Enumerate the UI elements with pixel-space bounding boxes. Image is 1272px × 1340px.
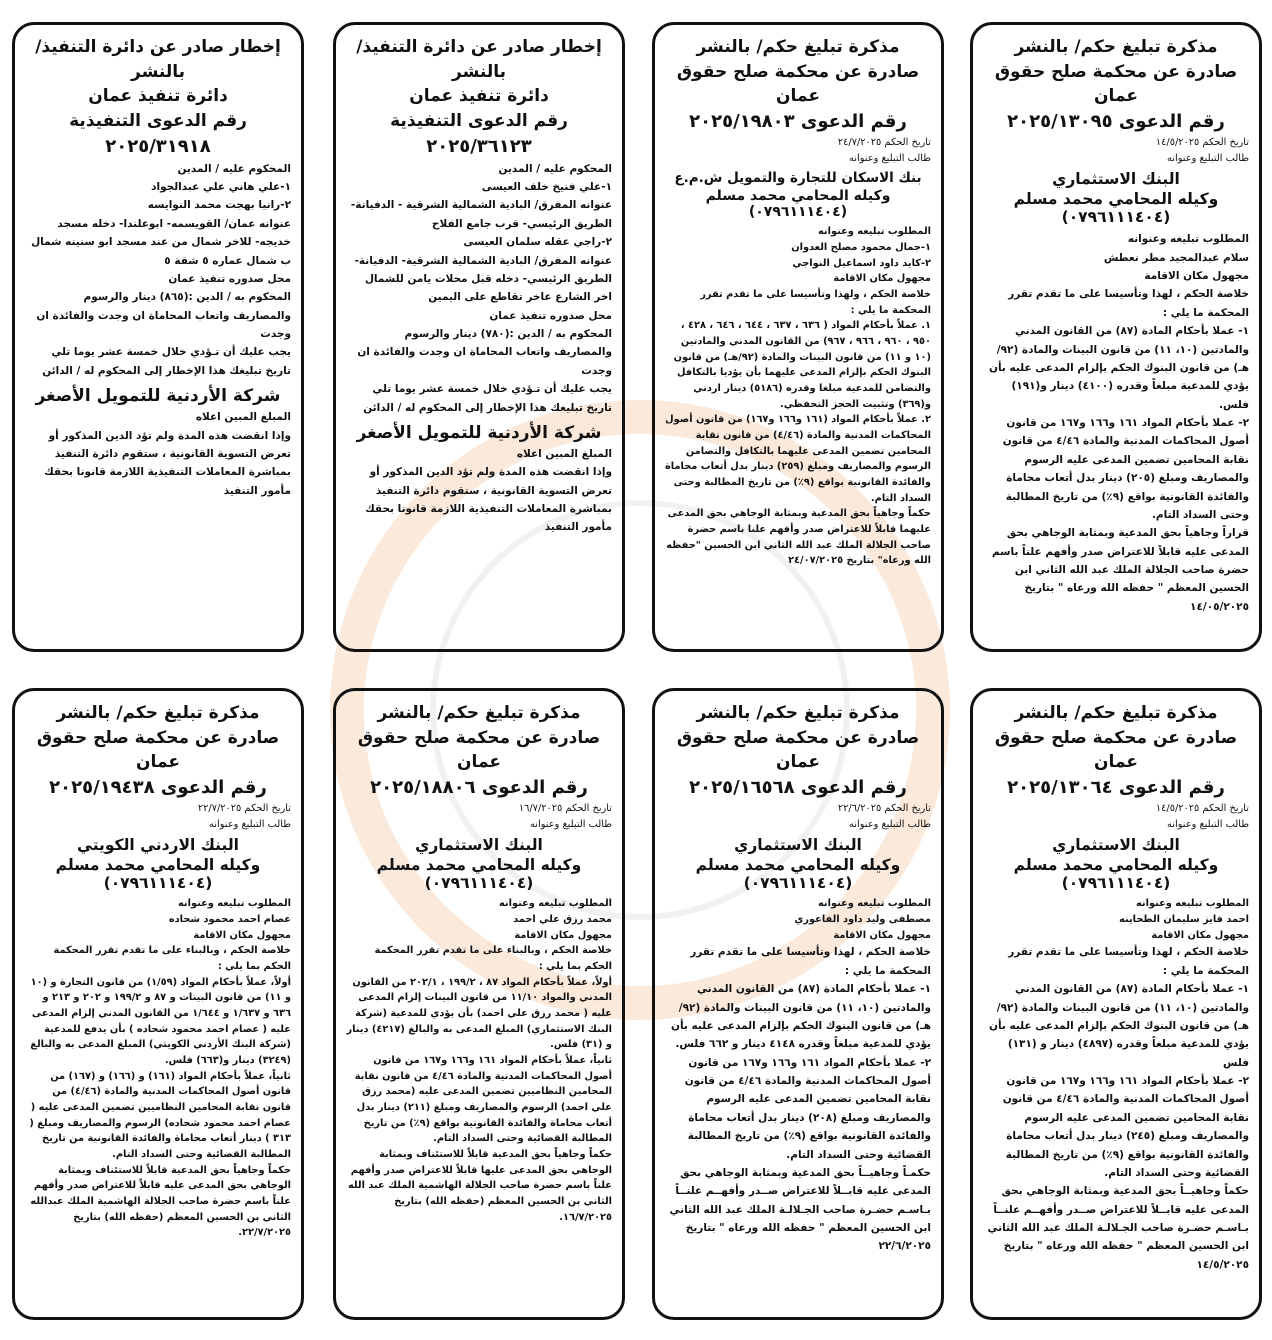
debtor-2-address: عنوانه المفرق/ البادية الشمالية الشرقية- الدفيانة- الطريق الرئيسي- دخله قبل محلات يامن للشمال اخر الشارع عاخر تقاطع على اليمين xyxy=(354,254,612,304)
stated-amount: المبلغ المبين اعلاه xyxy=(516,447,612,460)
verdict-item-2: ثانياً، عملاً بأحكام المواد (١٦١) و (١٦٦) و (١٦٧) من قانون أصول المحاكمات المدنية والمادة (٤/٤٦) من قانون نقابة المحامين النظاميين تضمين المدعى عليه ( عصام احمد محمود شحاده) الرسوم والمصاريف ومبلغ ( ٣١٣ ) دينار أتعاب محاماة والفائدة القانونية من تاريخ المطالبة القضائية وحتى السداد التام. xyxy=(29,1070,291,1161)
payment-duty: يجب عليك أن تـؤدي خلال خمسة عشر يوما تلي تاريخ تبليغك هذا الإخطار إلى المحكوم له / الدائن xyxy=(42,346,291,377)
debtor-1: ١-علي هاني علي عبدالجواد xyxy=(151,181,291,194)
verdict-text: حكماً وجاهيــاً بحق المدعية وبمثابة الوجاهي بحق المدعى عليه قابــلاً للاعتراض صــدر وأفهــم علنــاً بـاسـم حضـرة صاحب الجـلالـة الملك عبد الله الثاني ابن الحسين المعظم " حفظه الله ورعاه " بتاريخ ١٤/٥/٢٠٢٥ xyxy=(987,1185,1249,1271)
card-title: مذكرة تبليغ حكم/ بالنشر xyxy=(56,703,260,723)
notice-card-16568 xyxy=(652,688,944,1320)
party-name: احمد فايز سليمان الطحاينه xyxy=(1119,914,1249,926)
lawyer-name: وكيله المحامي محمد مسلم (٠٧٩٦١١١٤٠٤) xyxy=(1013,190,1219,227)
debtor-1: ١-علي فنيخ خلف العيسى xyxy=(481,181,612,194)
notice-card-13095 xyxy=(970,22,1262,652)
verdict-date: تاريخ الحكم ١٤/٥/٢٠٢٥ xyxy=(1155,137,1249,149)
judgment-amount: المحكوم به / الدين :(٧٨٠) دينار والرسوم والمصاريف واتعاب المحاماة ان وجدت والفائدة ان وجدت xyxy=(357,328,612,377)
card-title: مذكرة تبليغ حكم/ بالنشر xyxy=(1014,37,1218,57)
lawyer-name: وكيله المحامي محمد مسلم (٠٧٩٦١١١٤٠٤) xyxy=(1013,856,1219,893)
verdict-summary: خلاصة الحكم ، لهذا وتأسيسا على ما تقدم تقرر المحكمة ما يلي : xyxy=(1008,946,1249,977)
plaintiff-bank: بنك الاسكان للتجارة والتمويل ش.م.ع xyxy=(674,170,922,187)
issue-place: محل صدوره تنفيذ عمان xyxy=(489,309,612,322)
verdict-item-2: ٢- عملا بأحكام المواد ١٦١ و١٦٦ و١٦٧ من قانون أصول المحاكمات المدنية والمادة ٤/٤٦ من قانون نقابة المحامين تضمين المدعى عليه الرسوم والمصاريف ومبلغ (٢٠٥) دينار بدل أتعاب محاماة والفائدة القانونية بواقع (٩٪) من تاريخ المطالبة وحتى السداد التام. xyxy=(1002,417,1249,521)
requester-label: طالب التبليغ وعنوانه xyxy=(1167,818,1249,830)
party-name: عصام احمد محمود شحاده xyxy=(168,914,291,926)
debtor-2: ٢-رانيا بهجت محمد النوايسه xyxy=(147,199,291,212)
notice-card-13064 xyxy=(970,688,1262,1320)
requester-label: طالب التبليغ وعنوانه xyxy=(849,818,931,830)
debtor-address: عنوانه عمان/ القويسمه- ابوعلندا- دخله مسجد خديجه- للاخر شمال من عند مسجد ابو سنينه شمال ب شمال عماره ٥ شقة ٥ xyxy=(31,217,291,267)
payment-duty: يجب عليك أن تـؤدي خلال خمسة عشر يوما تلي تاريخ تبليغك هذا الإخطار إلى المحكوم له / الدائن xyxy=(363,383,612,414)
plaintiff-bank: البنك الاستثماري xyxy=(734,836,862,855)
court-name: صادرة عن محكمة صلح حقوق عمان xyxy=(994,61,1238,107)
creditor-company: شركة الأردنية للتمويل الأصغر xyxy=(356,422,602,443)
plaintiff-bank: البنك الاستثماري xyxy=(1052,170,1180,189)
party-label: المطلوب تبليغه وعنوانه xyxy=(1127,233,1249,246)
party-address: مجهول مكان الاقامة xyxy=(193,929,291,941)
verdict-item-1: ١- عملا بأحكام المادة (٨٧) من القانون المدني والمادتين (١٠، ١١) من قانون البينات والمادة (٩٢/هـ) من قانون البنوك الحكم بإلزام المدعى عليه بأن يؤدي للمدعية مبلغاً وقدره ٤١٤٨ دينار و ٦٦٢ فلس. xyxy=(671,983,931,1051)
execution-notice-36123 xyxy=(333,22,625,652)
court-name: صادرة عن محكمة صلح حقوق عمان xyxy=(676,61,920,107)
lawyer-name: وكيله المحامي محمد مسلم (٠٧٩٦١١١٤٠٤) xyxy=(55,856,261,893)
issue-place: محل صدوره تنفيذ عمان xyxy=(168,272,291,285)
verdict-item-1: أولاً، عملاً بأحكام المواد ٨٧ ، ١٩٩/٢ ، ٢٠٢/١ من القانون المدني والمواد ١١/١٠ من قانون البينات إلزام المدعى عليه ( محمد رزق علي احمد) بأن يؤدي للمدعية (شركة البنك الاستثماري) المبلغ المدعى به والبالغ (٤٢١٧) دينار و (٣١) فلس. xyxy=(346,976,612,1051)
warning-text: وإذا انقضت هذه المدة ولم تؤد الدين المذكور أو تعرض التسوية القانونية ، ستقوم دائرة التنفيذ بمباشرة المعاملات التنفيذية اللازمة قانونا بحقك xyxy=(44,429,291,479)
party-label: المطلوب تبليغه وعنوانه xyxy=(1135,898,1249,910)
party-address: مجهول مكان الاقامة xyxy=(833,273,931,285)
card-title: مذكرة تبليغ حكم/ بالنشر xyxy=(377,703,581,723)
verdict-text: حكماً وجاهياً بحق المدعية قابلاً للاستئناف وبمثابة الوجاهي بحق المدعى عليها قابلاً للاعتراض صدر وأفهم علناً باسم حضرة صاحب الجلالة الهاشمية الملك عبد الله الثاني بن الحسين المعظم (حفظه الله) بتاريخ ١٦/٧/٢٠٢٥. xyxy=(347,1149,612,1223)
requester-label: طالب التبليغ وعنوانه xyxy=(209,818,291,830)
case-label: رقم الدعوى التنفيذية xyxy=(390,110,568,131)
case-number: ٢٠٢٥/٣١٩١٨ xyxy=(105,135,211,157)
party-name: مصطفى وليد داود الفاعوري xyxy=(794,914,931,926)
verdict-text: قراراً وجاهياً بحق المدعية وبمثابة الوجاهي بحق المدعى عليه قابلاً للاعتراض صدر وأفهم علناً باسم حضرة صاحب الجلالة الملك عبد الله الثاني ابن الحسين المعظم " حفظه الله ورعاه " بتاريخ ١٤/٠٥/٢٠٢٥ xyxy=(991,527,1249,613)
case-number: رقم الدعوى ٢٠٢٥/١٦٥٦٨ xyxy=(689,776,907,798)
party-address: مجهول مكان الاقامة xyxy=(833,929,931,941)
party-address: مجهول مكان الاقامة xyxy=(514,929,612,941)
verdict-date: تاريخ الحكم ١٦/٧/٢٠٢٥ xyxy=(518,803,612,815)
debtor-2: ٢-راجي عقله سلمان العيسى xyxy=(463,236,612,249)
verdict-text: حكماً وجاهياً بحق المدعية قابلاً للاستئناف وبمثابة الوجاهي بحق المدعى عليه قابلاً للاعتراض صدر وأفهم علناً باسم حضرة صاحب الجلالة الهاشمية الملك عبدالله الثاني بن الحسين المعظم (حفظه الله) بتاريخ ٢٢/٧/٢٠٢٥. xyxy=(30,1164,291,1239)
requester-label: طالب التبليغ وعنوانه xyxy=(530,818,612,830)
party-address: مجهول مكان الاقامة xyxy=(1144,270,1249,283)
plaintiff-bank: البنك الاستثماري xyxy=(415,836,543,855)
verdict-item-2: ٢- عملا بأحكام المواد ١٦١ و١٦٦ و١٦٧ من قانون أصول المحاكمات المدنية والمادة ٤/٤٦ من قانون نقابة المحامين تضمين المدعى عليه الرسوم والمصاريف ومبلغ (٢٤٥) دينار بدل أتعاب محاماة والفائدة القانونية بواقع (٩٪) من تاريخ المطالبة القضائية وحتى السداد التام. xyxy=(1002,1075,1249,1179)
verdict-item-1: ١- عملا بأحكام المادة (٨٧) من القانون المدني والمادتين (١٠، ١١) من قانون البينات والمادة (٩٢/هـ) من قانون البنوك الحكم بإلزام المدعى عليه بأن يؤدي للمدعية مبلغاً وقدره (٤١٠٠) دينار و(١٩١) فلس. xyxy=(989,325,1249,411)
case-number: رقم الدعوى ٢٠٢٥/١٩٤٣٨ xyxy=(49,776,267,798)
debtor-1-address: عنوانه المفرق/ البادية الشمالية الشرقية - الدفيانة- الطريق الرئيسي- قرب جامع الفلاح xyxy=(350,199,612,230)
verdict-item-1: ١- عملا بأحكام المادة (٨٧) من القانون المدني والمادتين (١٠، ١١) من قانون البينات والمادة (٩٢/هـ) من قانون البنوك الحكم بإلزام المدعى عليه بأن يؤدي للمدعية مبلغاً وقدره (٤٨٩٧) دينار و (١٣١) فلس xyxy=(989,983,1249,1069)
debtor-label: المحكوم عليه / المدين xyxy=(177,162,291,175)
verdict-item-2: ثانياً، عملاً بأحكام المواد ١٦١ و١٦٦ و١٦٧ من قانون أصول المحاكمات المدنية والمادة ٤/٤٦ من قانون نقابة المحامين النظاميين تضمين المدعى عليه (محمد رزق علي احمد) الرسوم والمصاريف ومبلغ (٢١١) دينار بدل أتعاب محاماة والفائدة القانونية بواقع (٩٪) من تاريخ المطالبة القضائية وحتى السداد التام. xyxy=(354,1055,612,1145)
card-title: إخطار صادر عن دائرة التنفيذ/ بالنشر xyxy=(35,37,281,82)
verdict-item-1: أولاً، عملاً بأحكام المواد (١/٥٩) من قانون التجارة و (١٠ و ١١) من قانون البينات و ٨٧ و ١٩٩/٢ و ٢٠٢ و ٢١٣ و ٦٣٦ و ١/٦٣٧ و ١/٦٤٤ من القانون المدني إلزام المدعى عليه ( عصام احمد محمود شحاده ) بأن يدفع للمدعية (شركة البنك الأردني الكويتي) المبلغ المدعى به والبالغ (٣٢٤٩) دينار و(٦٦٣) فلس. xyxy=(30,976,291,1067)
verdict-text: حكمـاً وجاهيــاً بحق المدعية وبمثابة الوجاهي بحق المدعى عليه قابــلاً للاعتراض صــدر وأفهــم علنــاً بـاسـم حضـرة صاحب الجـلالـة الملك عبد الله الثاني ابن الحسين المعظم " حفظه الله ورعاه " بتاريخ ٢٢/٦/٢٠٢٥ xyxy=(669,1166,931,1253)
stated-amount: المبلغ المبين اعلاه xyxy=(195,411,291,424)
verdict-text: حكماً وجاهياً بحق المدعية وبمثابة الوجاهي بحق المدعى عليهما قابلاً للاعتراض صدر وأفهم علنا باسم حضرة صاحب الجلالة الملك عبد الله الثاني ابن الحسين "حفظه الله ورعاه" بتاريخ ٢٤/٠٧/٢٠٢٥ xyxy=(666,508,931,567)
department-name: دائرة تنفيذ عمان xyxy=(88,86,228,107)
lawyer-name: وكيله المحامي محمد مسلم (٠٧٩٦١١١٤٠٤) xyxy=(695,856,901,893)
party-name-1: ١-جمال محمود مصلح العدوان xyxy=(791,242,931,254)
court-name: صادرة عن محكمة صلح حقوق عمان xyxy=(994,727,1238,773)
debtor-label: المحكوم عليه / المدين xyxy=(498,162,612,175)
card-title: مذكرة تبليغ حكم/ بالنشر xyxy=(1014,703,1218,723)
case-number: ٢٠٢٥/٣٦١٢٣ xyxy=(426,135,532,157)
case-number: رقم الدعوى ٢٠٢٥/١٣٠٩٥ xyxy=(1007,110,1225,132)
party-address: مجهول مكان الاقامة xyxy=(1151,929,1249,941)
card-title: مذكرة تبليغ حكم/ بالنشر xyxy=(696,37,900,57)
notice-card-19803 xyxy=(652,22,944,652)
judgment-amount: المحكوم به / الدين :(٨٦٥) دينار والرسوم والمصاريف واتعاب المحاماة ان وجدت والفائدة ان وجدت xyxy=(36,291,291,341)
party-label: المطلوب تبليغه وعنوانه xyxy=(498,898,612,910)
verdict-summary: خلاصة الحكم ، وبالبناء على ما تقدم تقرر المحكمة الحكم بما يلي : xyxy=(374,945,612,973)
verdict-date: تاريخ الحكم ٢٢/٧/٢٠٢٥ xyxy=(197,803,291,815)
party-name: محمد رزق علي احمد xyxy=(513,914,612,926)
warning-text: وإذا انقضت هذه المدة ولم تؤد الدين المذكور أو تعرض التسوية القانونية ، ستقوم دائرة التنفيذ بمباشرة المعاملات التنفيذية اللازمة قانونا بحقك xyxy=(365,466,612,516)
party-label: المطلوب تبليغه وعنوانه xyxy=(817,898,931,910)
plaintiff-bank: البنك الاستثماري xyxy=(1052,836,1180,855)
card-title: مذكرة تبليغ حكم/ بالنشر xyxy=(696,703,900,723)
requester-label: طالب التبليغ وعنوانه xyxy=(1167,152,1249,164)
notice-card-18806 xyxy=(333,688,625,1320)
card-title: إخطار صادر عن دائرة التنفيذ/ بالنشر xyxy=(356,37,602,82)
verdict-summary: خلاصة الحكم ، لهذا وتأسيسا على ما تقدم تقرر المحكمة ما يلي : xyxy=(1008,288,1249,319)
court-name: صادرة عن محكمة صلح حقوق عمان xyxy=(357,727,601,773)
party-name-2: ٢-كايد داود اسماعيل النواجي xyxy=(792,257,931,269)
lawyer-name: وكيله المحامي محمد مسلم (٠٧٩٦١١١٤٠٤) xyxy=(705,188,891,221)
case-number: رقم الدعوى ٢٠٢٥/١٣٠٦٤ xyxy=(1007,776,1225,798)
case-label: رقم الدعوى التنفيذية xyxy=(69,110,247,131)
verdict-item-2: ٢. عملاً بأحكام المواد (١٦١ و١٦٦ و١٦٧) من قانون أصول المحاكمات المدنية والمادة (٤/٤٦) من قانون نقابة المحامين تضمين المدعى عليهما بالتكافل والتضامن الرسوم والمصاريف ومبلغ (٢٥٩) دينار بدل أتعاب محاماة والفائدة القانونية بواقع (٩٪) من تاريخ المطالبة وحتى السداد التام. xyxy=(664,414,931,504)
execution-notice-31918 xyxy=(12,22,304,652)
verdict-summary: خلاصة الحكم ، وبالبناء على ما تقدم تقرر المحكمة الحكم بما يلي : xyxy=(53,945,291,973)
verdict-summary: خلاصة الحكم ، ولهذا وتأسيسا على ما تقدم تقرر المحكمة ما يلي : xyxy=(700,289,931,316)
notice-card-19438 xyxy=(12,688,304,1320)
verdict-date: تاريخ الحكم ١٤/٥/٢٠٢٥ xyxy=(1155,803,1249,815)
requester-label: طالب التبليغ وعنوانه xyxy=(849,152,931,164)
department-name: دائرة تنفيذ عمان xyxy=(409,86,549,107)
verdict-item-2: ٢- عملا بأحكام المواد ١٦١ و١٦٦ و١٦٧ من قانون أصول المحاكمات المدنية والمادة ٤/٤٦ من قانون نقابة المحامين تضمين المدعى عليه الرسوم والمصاريف ومبلغ (٢٠٨) دينار بدل أتعاب محاماة والفائدة القانونية بواقع (٩٪) من تاريخ المطالبة القضائية وحتى السداد التام. xyxy=(684,1056,931,1161)
verdict-date: تاريخ الحكم ٢٤/٧/٢٠٢٥ xyxy=(837,137,931,149)
verdict-summary: خلاصة الحكم ، لهذا وتأسيسا على ما تقدم تقرر المحكمة ما يلي : xyxy=(690,946,931,977)
court-name: صادرة عن محكمة صلح حقوق عمان xyxy=(36,727,280,773)
court-name: صادرة عن محكمة صلح حقوق عمان xyxy=(676,727,920,773)
plaintiff-bank: البنك الاردني الكويتي xyxy=(77,836,239,855)
party-name: سلام عبدالمجيد مطر نعطش xyxy=(1103,251,1249,264)
verdict-item-1: ١. عملاً بأحكام المواد ( ٦٣٦ ، ٦٣٧ ، ٦٤٤ ، ٦٤٦ ، ٤٢٨ ، ٩٥٠ ، ٩٦٠ ، ٩٦٦ ، ٩٦٧) من القانون المدني والمادتين (١٠ و ١١) من قانون البينات والمادة (٩٢/هـ) من قانون البنوك الحكم بإلزام المدعى عليهما بأن يؤديا بالتكافل والتضامن للمدعية مبلغا وقدره (٥١٨٦) دينار اردني و(٣٦٩) وتثبيت الحجز التحفظي. xyxy=(673,320,931,410)
party-label: المطلوب تبليغه وعنوانه xyxy=(817,226,931,238)
creditor-company: شركة الأردنية للتمويل الأصغر xyxy=(35,386,281,407)
verdict-date: تاريخ الحكم ٢٢/٦/٢٠٢٥ xyxy=(837,803,931,815)
lawyer-name: وكيله المحامي محمد مسلم (٠٧٩٦١١١٤٠٤) xyxy=(376,856,582,893)
officer-title: مأمور التنفيذ xyxy=(223,484,291,497)
officer-title: مأمور التنفيذ xyxy=(544,521,612,534)
case-number: رقم الدعوى ٢٠٢٥/١٨٨٠٦ xyxy=(370,776,588,798)
party-label: المطلوب تبليغه وعنوانه xyxy=(177,898,291,910)
case-number: رقم الدعوى ٢٠٢٥/١٩٨٠٣ xyxy=(689,110,907,132)
